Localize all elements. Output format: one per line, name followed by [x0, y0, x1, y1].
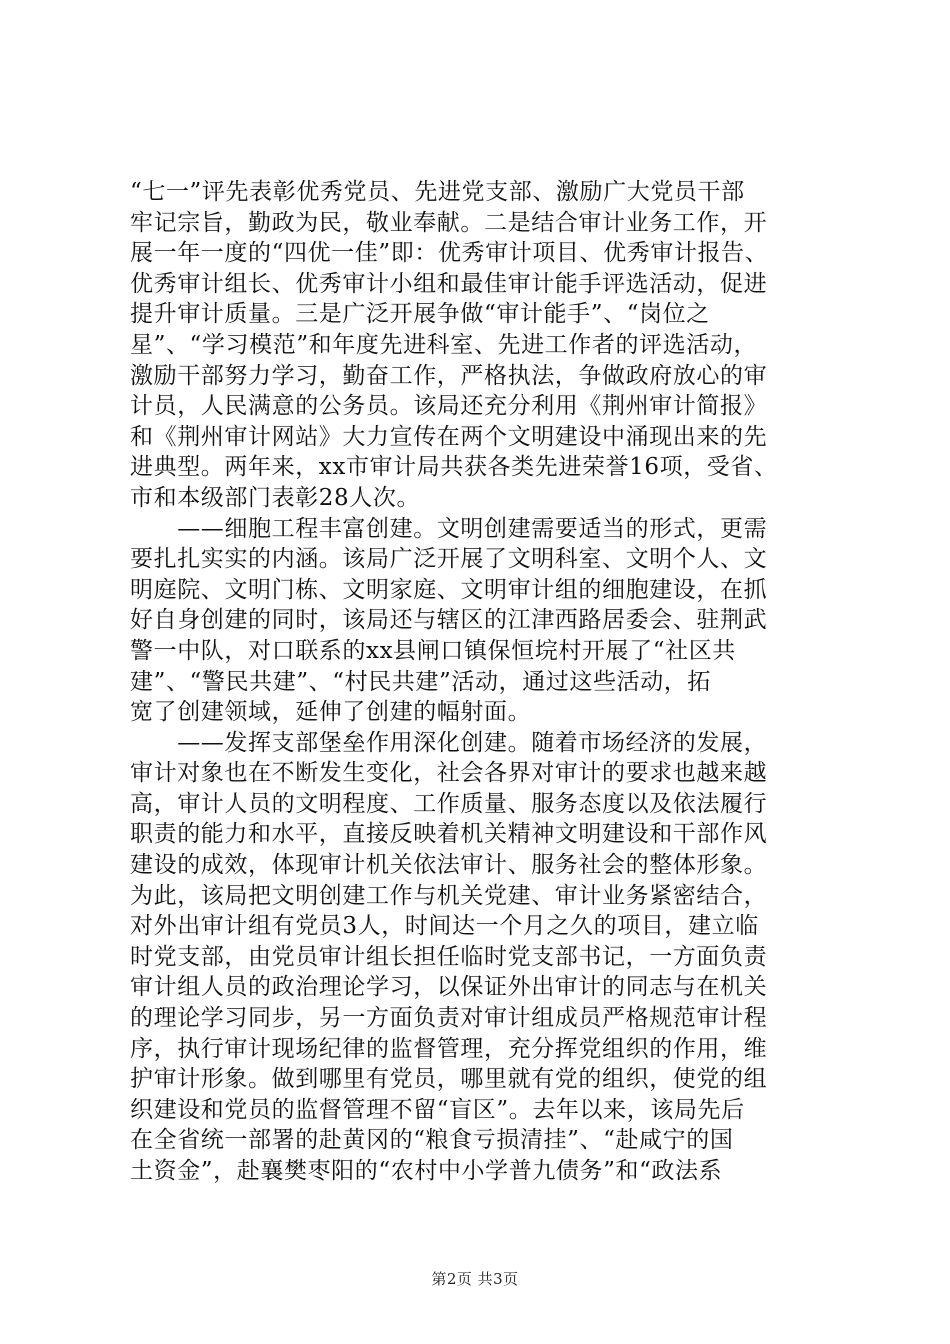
text-line: 序，执行审计现场纪律的监督管理，充分挥党组织的作用，维 [130, 1035, 768, 1062]
text-line: 市和本级部门表彰28人次。 [130, 484, 421, 511]
text-line: 时党支部，由党员审计组长担任临时党支部书记，一方面负责 [130, 943, 768, 970]
text-line: 计员，人民满意的公务员。该局还充分利用《荆州审计简报》 [130, 393, 768, 420]
text-line: 对外出审计组有党员3人，时间达一个月之久的项目，建立临 [130, 913, 759, 940]
text-line: 提升审计质量。三是广泛开展争做“审计能手”、“岗位之 [130, 301, 710, 328]
text-line: 土资金”，赴襄樊枣阳的“农村中小学普九债务”和“政法系 [130, 1158, 723, 1184]
text-line: 建设的成效，体现审计机关依法审计、服务社会的整体形象。 [130, 852, 768, 879]
text-line: 展一年一度的“四优一佳”即：优秀审计项目、优秀审计报告、 [130, 240, 769, 267]
text-line: 护审计形象。做到哪里有党员，哪里就有党的组织，使党的组 [130, 1066, 768, 1093]
text-line: 建”、“警民共建”、“村民共建”活动，通过这些活动，拓 [130, 668, 711, 695]
text-line: “七一”评先表彰优秀党员、先进党支部、激励广大党员干部 [130, 179, 745, 205]
text-line: ——细胞工程丰富创建。文明创建需要适当的形式，更需 [130, 515, 768, 542]
text-line: 审计组人员的政治理论学习，以保证外出审计的同志与在机关 [130, 974, 768, 1001]
text-line: ——发挥支部堡垒作用深化创建。随着市场经济的发展， [130, 729, 768, 756]
text-line: 职责的能力和水平，直接反映着机关精神文明建设和干部作风 [130, 821, 768, 848]
page-number-footer: 第2页 共3页 [431, 1270, 519, 1288]
text-line: 的理论学习同步，另一方面负责对审计组成员严格规范审计程 [130, 1005, 768, 1032]
text-line: 牢记宗旨，勤政为民，敬业奉献。二是结合审计业务工作，开 [130, 209, 768, 236]
text-line: 为此，该局把文明创建工作与机关党建、审计业务紧密结合， [130, 882, 768, 909]
text-line: 星”、“学习模范”和年度先进科室、先进工作者的评选活动， [130, 331, 758, 358]
text-line: 好自身创建的同时，该局还与辖区的江津西路居委会、驻荆武 [130, 607, 768, 634]
text-line: 警一中队，对口联系的xx县闸口镇保恒垸村开展了“社区共 [130, 637, 736, 664]
text-line: 明庭院、文明门栋、文明家庭、文明审计组的细胞建设，在抓 [130, 576, 768, 603]
text-line: 和《荆州审计网站》大力宣传在两个文明建设中涌现出来的先 [130, 423, 768, 450]
text-line: 审计对象也在不断发生变化，社会各界对审计的要求也越来越 [130, 760, 768, 787]
text-line: 织建设和党员的监督管理不留“盲区”。去年以来，该局先后 [130, 1096, 745, 1123]
text-line: 宽了创建领域，延伸了创建的幅射面。 [130, 699, 532, 726]
text-line: 激励干部努力学习，勤奋工作，严格执法，争做政府放心的审 [130, 362, 768, 389]
text-line: 要扎扎实实的内涵。该局广泛开展了文明科室、文明个人、文 [130, 546, 768, 573]
text-line: 优秀审计组长、优秀审计小组和最佳审计能手评选活动，促进 [130, 270, 768, 297]
body-text [130, 177, 850, 1187]
text-line: 高，审计人员的文明程度、工作质量、服务态度以及依法履行 [130, 790, 768, 817]
text-line: 进典型。两年来，xx市审计局共获各类先进荣誉16项，受省、 [130, 454, 778, 481]
text-line: 在全省统一部署的赴黄冈的“粮食亏损清挂”、“赴咸宁的国 [130, 1127, 734, 1154]
